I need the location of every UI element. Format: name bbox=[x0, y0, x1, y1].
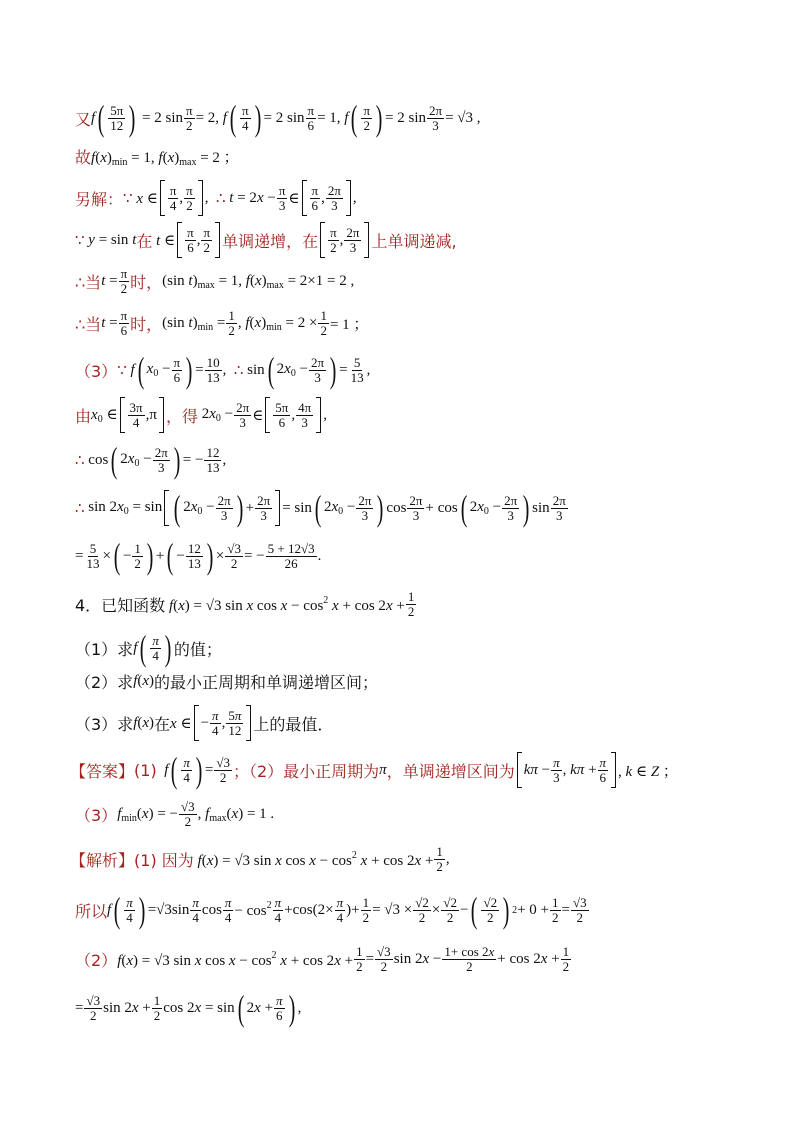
line-result: = $\frac{5}{13}$ × ( − $\frac{1}{2}$ ) + ( − $\frac{12}{13}$ ) × $\frac{√3}{2}$ = − $\frac{5 + 12√3}{26}$ . bbox=[75, 536, 322, 576]
line-max-case: ∴当 t = $\frac{\pi}{2}$ 时， (sin $t)_{max} = 1$, $f(x)_{max} = 2\times 1 = 2$ , bbox=[75, 266, 355, 296]
answer-line-1: 【答案】 (1) f ( $\frac{\pi}{4}$ ) = $\frac{√3}{2}$ ；（2）最小正周期为 π ，单调递增区间为 kπ − $\frac{\pi}{3}$ , kπ + $\frac{\pi}{6}$ , k ∈ Z ； bbox=[70, 750, 678, 790]
line-part3: （3） ∵ f ( $x_0$ − $\frac{\pi}{6}$ ) = $\frac{10}{13}$ , ∴ sin ( $2x_0$ − $\frac{2\pi}{3}$ ) = $\frac{5}{13}$ , bbox=[75, 350, 371, 390]
answer-line-2: （3） $f_{min}(x)$ = − $\frac{√3}{2}$ , $f_{max}(x) = 1$ . bbox=[75, 799, 275, 829]
analysis-line-2: 所以 f ( $\frac{\pi}{4}$ ) =√3sin $\frac{\pi}{4}$ cos $\frac{\pi}{4}$ − $\cos^2$ $\frac{\pi}{4}$ +cos(2× $\frac{\pi}{4}$ )+ $\frac{1}{2}$ = √3 × $\frac{√2}{2}$ × $\frac{√2}{2}$ − ( $\frac{√2}{2}$ ) 2 + 0 + $\frac{1}{2}$ = $\frac{√3}{2}$ bbox=[75, 890, 587, 930]
question-4-title: 4．已知函数 f(x) = √3 sin x $\cos x - \cos^2 x + \cos 2x$ + $\frac{1}{2}$ bbox=[75, 589, 415, 619]
question-4-part2: （2）求 f(x) 的最小正周期和单调递增区间； bbox=[75, 673, 379, 692]
line-monotonic: ∵ y = sin t 在 t ∈ $\frac{\pi}{6}$ , $\frac{\pi}{2}$ 单调递增，在 $\frac{\pi}{2}$ , $\frac{2\pi}{3}$ 上单调递减, bbox=[75, 222, 457, 258]
line-alt-solution: 另解： ∵ x ∈ $\frac{\pi}{4}$ , $\frac{\pi}{2}$ , ∴ t = 2x − $\frac{\pi}{3}$ ∈ $\frac{\pi}{6}$ , $\frac{2\pi}{3}$ , bbox=[75, 180, 357, 216]
question-4-part3: （3）求 f(x) 在 x ∈ − $\frac{\pi}{4}$ , $\frac{5\pi}{12}$ 上的最值． bbox=[75, 705, 333, 741]
line-min-case: ∴当 t = $\frac{\pi}{6}$ 时， (sin $t)_{min}$ = $\frac{1}{2}$ , $f(x)_{min} = 2$ × $\frac{1}{2}$ = 1 ； bbox=[75, 308, 369, 338]
analysis-line-3: （2） f(x) = √3 sin x $\cos x - \cos^2 x + \cos 2x$ + $\frac{1}{2}$ = $\frac{√3}{2}$ sin 2x − $\frac{1+ \cos 2x}{2}$ + cos 2x + $\frac{1}{2}$ bbox=[75, 944, 570, 974]
line-fvalues: 又 f ( $\frac{5\pi}{12}$ ) = 2 sin $\frac{\pi}{2}$ = 2, f ( $\frac{\pi}{4}$ ) = 2 sin $\frac{\pi}{6}$ = 1, f ( $\frac{\pi}{2}$ ) = 2 sin $\frac{2\pi}{3}$ = √3 , bbox=[75, 98, 481, 138]
analysis-line-4: = $\frac{√3}{2}$ sin 2x + $\frac{1}{2}$ cos 2x = sin ( 2x + $\frac{\pi}{6}$ ) , bbox=[75, 988, 302, 1028]
line-sin2x0: ∴ $\sin 2x_0 = \sin$ ( $2x_0$ − $\frac{2\pi}{3}$ ) + $\frac{2\pi}{3}$ = sin ( $2x_0$ − $\frac{2\pi}{3}$ ) cos $\frac{2\pi}{3}$ + cos ( $2x_0$ − $\frac{2\pi}{3}$ ) sin $\frac{2\pi}{3}$ bbox=[75, 488, 566, 528]
question-4-part1: （1）求 f ( $\frac{\pi}{4}$ ) 的值； bbox=[75, 628, 222, 668]
line-range: 由 $x_0$ ∈ $\frac{3\pi}{4}$ ,π ，得 $2x_0$ − $\frac{2\pi}{3}$ ∈ $\frac{5\pi}{6}$ , $\frac{4\pi}{3}$ , bbox=[75, 397, 327, 433]
line-cos: ∴ cos ( $2x_0$ − $\frac{2\pi}{3}$ ) = − $\frac{12}{13}$ , bbox=[75, 440, 227, 480]
analysis-line-1: 【解析】 (1) 因为 f(x) = √3 sin x $\cos x - \cos^2 x + \cos 2x$ + $\frac{1}{2}$ , bbox=[70, 844, 450, 874]
line-minmax: 故 $f(x)_{min} = 1$, $f(x)_{max} = 2$ ； bbox=[75, 148, 239, 168]
